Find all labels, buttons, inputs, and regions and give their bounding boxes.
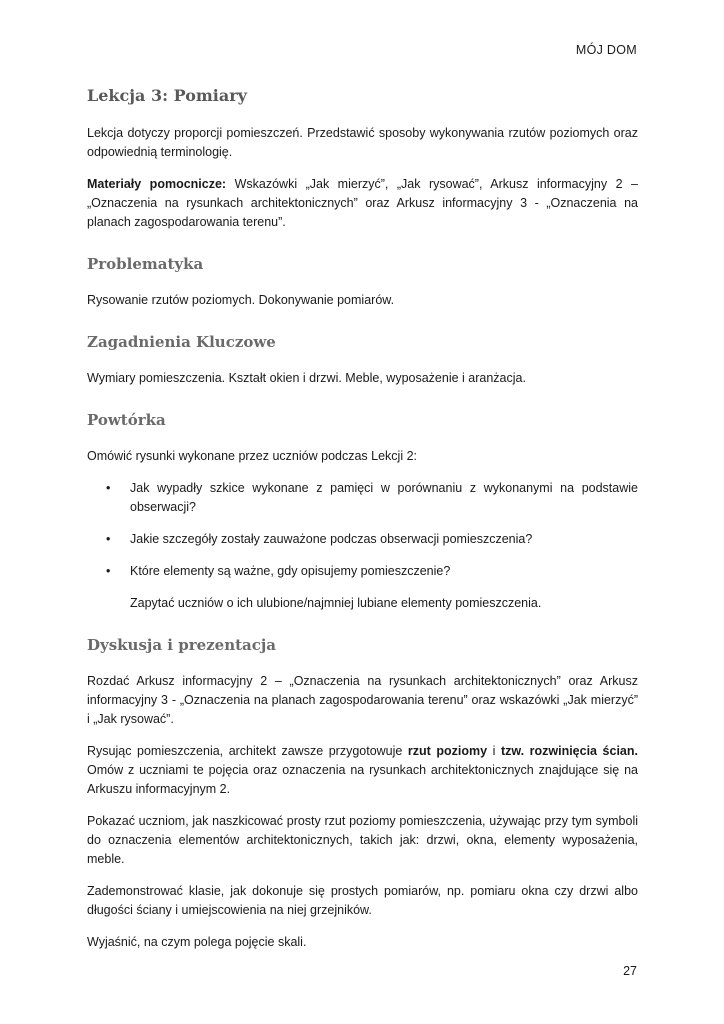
p2-text-d: Omów z uczniami te pojęcia oraz oznaczenia na rysunkach architektonicznych znajdujące się na Arkuszu informacyjnym 2. <box>87 763 638 796</box>
list-item-text: Jakie szczegóły zostały zauważone podczas obserwacji pomieszczenia? <box>130 532 533 546</box>
term-rzut-poziomy: rzut poziomy <box>407 744 488 758</box>
list-item <box>87 479 638 517</box>
list-item-text: Które elementy są ważne, gdy opisujemy pomieszczenie? <box>130 564 451 578</box>
term-rozwiniecia-scian: tzw. rozwinięcia ścian. <box>500 744 638 758</box>
list-item <box>87 562 638 581</box>
lesson-intro: Lekcja dotyczy proporcji pomieszczeń. Przedstawić sposoby wykonywania rzutów poziomych oraz odpowiednią terminologię. <box>87 126 638 159</box>
materials-paragraph <box>87 175 638 232</box>
materials-text: Wskazówki „Jak mierzyć”, „Jak rysować”, Arkusz informacyjny 2 – „Oznaczenia na rysunkach architektonicznych” oraz Arkusz informacyjny 3 - „Oznaczenia na planach zagospodarowania terenu”. <box>87 177 638 229</box>
bullet-icon: • <box>106 481 111 495</box>
running-header: MÓJ DOM <box>575 43 637 57</box>
dyskusja-paragraph-3: Pokazać uczniom, jak naszkicować prosty rzut poziomy pomieszczenia, używając przy tym symboli do oznaczenia elementów architektonicznych, takich jak: drzwi, okna, elementy wyposażenia, meble. <box>87 814 638 866</box>
section-heading-problematyka: Problematyka <box>87 255 204 273</box>
p2-text-c: i <box>487 744 501 758</box>
list-item <box>87 530 638 549</box>
dyskusja-paragraph-1: Rozdać Arkusz informacyjny 2 – „Oznaczenia na rysunkach architektonicznych” oraz Arkusz informacyjny 3 - „Oznaczenia na planach zagospodarowania terenu” oraz wskazówki „Jak mierzyć” i „Jak rysować”. <box>87 674 638 726</box>
lesson-title: Lekcja 3: Pomiary <box>87 86 247 105</box>
dyskusja-paragraph-4: Zademonstrować klasie, jak dokonuje się prostych pomiarów, np. pomiaru okna czy drzwi albo długości ściany i umiejscowienia na niej grzejników. <box>87 884 638 917</box>
problematyka-text: Rysowanie rzutów poziomych. Dokonywanie pomiarów. <box>87 293 395 307</box>
materials-label: Materiały pomocnicze: <box>87 177 227 191</box>
dyskusja-paragraph-5: Wyjaśnić, na czym polega pojęcie skali. <box>87 935 307 949</box>
powtorka-followup: Zapytać uczniów o ich ulubione/najmniej lubiane elementy pomieszczenia. <box>130 596 542 610</box>
zagadnienia-text: Wymiary pomieszczenia. Kształt okien i drzwi. Meble, wyposażenie i aranżacja. <box>87 371 526 385</box>
page-number: 27 <box>623 964 637 978</box>
section-heading-powtorka: Powtórka <box>87 411 166 429</box>
section-heading-zagadnienia: Zagadnienia Kluczowe <box>87 333 276 351</box>
powtorka-bullet-list <box>87 479 638 581</box>
powtorka-intro: Omówić rysunki wykonane przez uczniów podczas Lekcji 2: <box>87 449 417 463</box>
bullet-icon: • <box>106 532 111 546</box>
p2-text-a: Rysując pomieszczenia, architekt zawsze przygotowuje <box>87 744 408 758</box>
page-content <box>87 86 638 965</box>
section-heading-dyskusja: Dyskusja i prezentacja <box>87 636 277 654</box>
list-item-text: Jak wypadły szkice wykonane z pamięci w porównaniu z wykonanymi na podstawie obserwacji? <box>130 481 638 514</box>
dyskusja-paragraph-2 <box>87 742 638 799</box>
bullet-icon: • <box>106 564 111 578</box>
